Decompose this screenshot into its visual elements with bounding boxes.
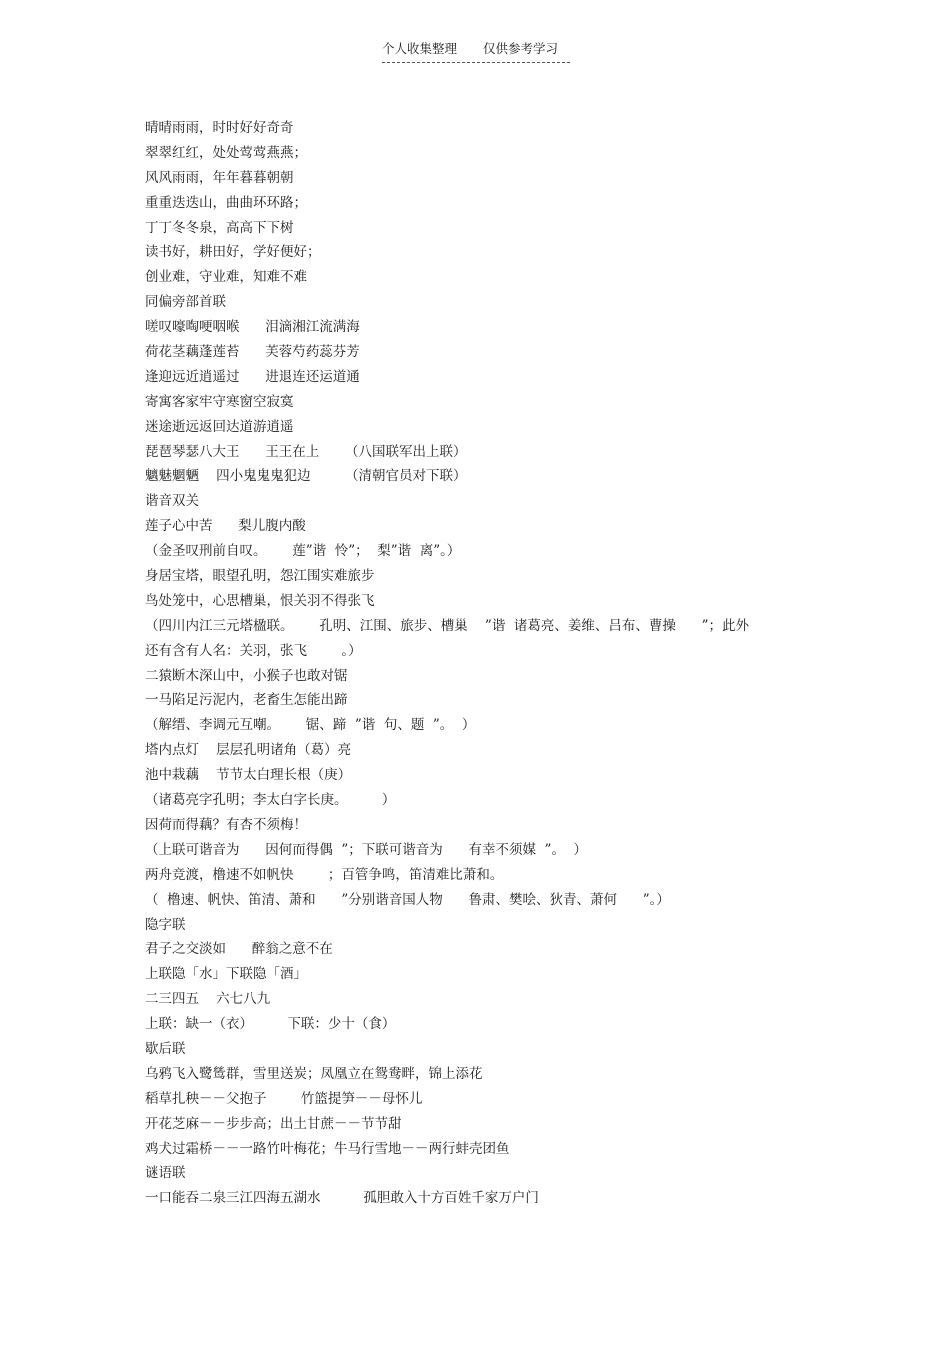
text-line: （诸葛亮字孔明；李太白字长庚。 ） [145,792,396,809]
text-line: 塔内点灯 层层孔明诸角（葛）亮 [145,742,352,759]
header-right-text: 仅供参考学习 [483,41,559,56]
text-line: 二猿断木深山中，小猴子也敢对锯 [145,667,348,684]
text-line: 一口能吞二泉三江四海五湖水 孤胆敢入十方百姓千家万户门 [145,1190,539,1207]
text-line: 池中栽藕 节节太白理长根（庚） [145,767,352,784]
text-line: （解缙、李调元互嘲。 锯、蹄 ”谐 句、题 ”。 ） [145,717,476,734]
text-line: 嗟叹嚎啕哽咽喉 泪滴湘江流满海 [145,319,360,336]
text-line: 二三四五 六七八九 [145,991,271,1008]
section-heading: 歇后联 [145,1040,186,1057]
text-line: 稻草扎秧－－父抱子 竹篮提笋－－母怀儿 [145,1090,423,1107]
text-line: （ 橹速、帆快、笛清、萧和 ”分别谐音国人物 鲁肃、樊哙、狄青、萧何 ”。） [145,891,670,908]
section-heading: 谐音双关 [145,493,199,510]
text-line: 寄寓客家牢守寒窗空寂寞 [145,393,294,410]
text-line: 荷花茎藕蓬莲苔 芙蓉芍药蕊芬芳 [145,344,360,361]
text-line: 鸟处笼中，心思槽巢，恨关羽不得张飞 [145,592,375,609]
text-line: 风风雨雨，年年暮暮朝朝 [145,169,294,186]
text-line: 君子之交淡如 醉翁之意不在 [145,941,333,958]
text-line: 逢迎远近逍遥过 进退连还运道通 [145,368,360,385]
text-line: 创业难，守业难，知难不难 [145,269,307,286]
text-line: 晴晴雨雨，时时好好奇奇 [145,120,294,136]
text-line: 翠翠红红，处处莺莺燕燕； [145,144,307,161]
text-line: 上联：缺一（衣） 下联：少十（食） [145,1016,396,1033]
page-header [382,40,570,63]
text-line: 一马陷足污泥内，老畜生怎能出蹄 [145,692,348,709]
text-line: 开花芝麻－－步步高；出土甘蔗－－节节甜 [145,1115,402,1132]
text-line: 魑魅魍魉 四小鬼鬼鬼犯边 （清朝官员对下联） [145,468,467,485]
text-line: 因荷而得藕？有杏不须梅！ [145,816,307,833]
section-heading: 同偏旁部首联 [145,294,226,311]
text-line: （上联可谐音为 因何而得偶 ”；下联可谐音为 有幸不须媒 ”。 ） [145,841,588,858]
section-heading: 隐字联 [145,916,186,933]
text-line: 迷途逝远返回达道游逍遥 [145,418,294,435]
text-line: 还有含有人名：关羽，张飞 。） [145,642,362,659]
text-line: （四川内江三元塔楹联。 孔明、江围、旅步、槽巢 ”谐 诸葛亮、姜维、吕布、曹操 ”；此外 [145,617,750,634]
text-line: 身居宝塔，眼望孔明，怨江围实难旅步 [145,568,375,585]
text-line: 上联隐「水」下联隐「酒」 [145,966,307,983]
text-line: 丁丁冬冬泉，高高下下树 [145,219,294,236]
text-line: 读书好，耕田好，学好便好； [145,244,321,261]
text-line: 鸡犬过霜桥－－一路竹叶梅花；牛马行雪地－－两行蚌壳团鱼 [145,1140,510,1157]
document-body [145,116,845,1211]
text-line: 乌鸦飞入鹭鸶群，雪里送炭；凤凰立在鸳鸯畔，锦上添花 [145,1065,483,1082]
header-left-text: 个人收集整理 [382,41,458,56]
section-heading: 谜语联 [145,1165,186,1182]
text-line: 莲子心中苦 梨儿腹内酸 [145,518,306,535]
text-line: 琵琶琴瑟八大王 王王在上 （八国联军出上联） [145,443,467,460]
text-line: 两舟竞渡，橹速不如帆快 ；百管争鸣，笛清难比萧和。 [145,866,504,883]
text-line: （金圣叹刑前自叹。 莲”谐 怜”； 梨”谐 离”。） [145,543,461,560]
text-line: 重重迭迭山，曲曲环环路； [145,194,307,211]
